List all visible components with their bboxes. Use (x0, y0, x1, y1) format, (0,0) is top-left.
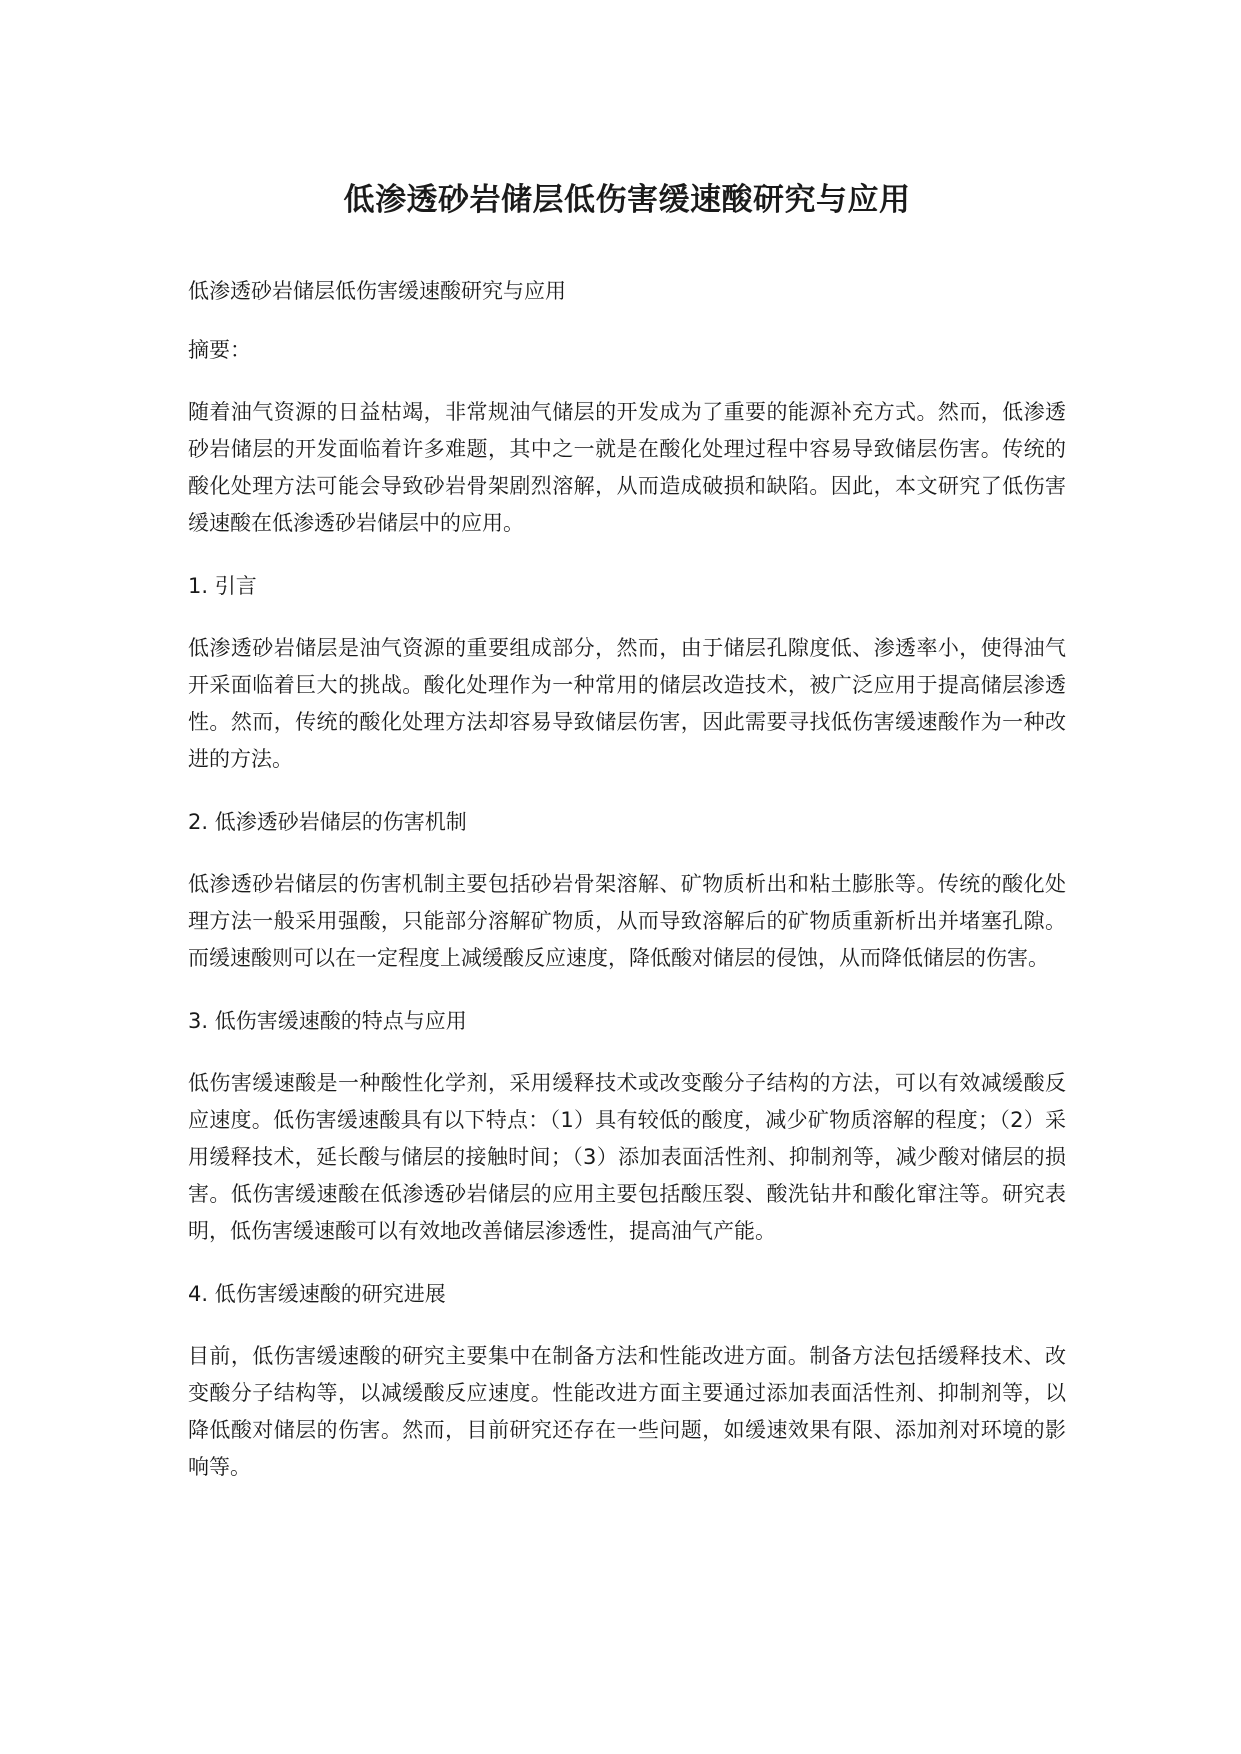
abstract-paragraph: 随着油气资源的日益枯竭，非常规油气储层的开发成为了重要的能源补充方式。然而，低渗透砂岩储层的开发面临着许多难题，其中之一就是在酸化处理过程中容易导致储层伤害。传统的酸化处理方法可能会导致砂岩骨架剧烈溶解，从而造成破损和缺陷。因此，本文研究了低伤害缓速酸在低渗透砂岩储层中的应用。 (188, 400, 1066, 535)
section-paragraph-features-application: 低伤害缓速酸是一种酸性化学剂，采用缓释技术或改变酸分子结构的方法，可以有效减缓酸反应速度。低伤害缓速酸具有以下特点：（1）具有较低的酸度，减少矿物质溶解的程度；（2）采用缓释技术，延长酸与储层的接触时间；（3）添加表面活性剂、抑制剂等，减少酸对储层的损害。低伤害缓速酸在低渗透砂岩储层的应用主要包括酸压裂、酸洗钻井和酸化窜注等。研究表明，低伤害缓速酸可以有效地改善储层渗透性，提高油气产能。 (188, 1071, 1066, 1243)
section-paragraph-damage-mechanism: 低渗透砂岩储层的伤害机制主要包括砂岩骨架溶解、矿物质析出和粘土膨胀等。传统的酸化处理方法一般采用强酸，只能部分溶解矿物质，从而导致溶解后的矿物质重新析出并堵塞孔隙。而缓速酸则可以在一定程度上减缓酸反应速度，降低酸对储层的侵蚀，从而降低储层的伤害。 (188, 872, 1066, 970)
document-subtitle: 低渗透砂岩储层低伤害缓速酸研究与应用 (188, 279, 566, 303)
section-paragraph-research-progress: 目前，低伤害缓速酸的研究主要集中在制备方法和性能改进方面。制备方法包括缓释技术、改变酸分子结构等，以减缓酸反应速度。性能改进方面主要通过添加表面活性剂、抑制剂等，以降低酸对储层的伤害。然而，目前研究还存在一些问题，如缓速效果有限、添加剂对环境的影响等。 (188, 1344, 1066, 1479)
section-heading-introduction: 1. 引言 (188, 574, 257, 598)
abstract-label: 摘要： (188, 338, 251, 362)
section-heading-features-application: 3. 低伤害缓速酸的特点与应用 (188, 1009, 467, 1033)
document-title: 低渗透砂岩储层低伤害缓速酸研究与应用 (343, 182, 911, 218)
section-paragraph-introduction: 低渗透砂岩储层是油气资源的重要组成部分，然而，由于储层孔隙度低、渗透率小，使得油气开采面临着巨大的挑战。酸化处理作为一种常用的储层改造技术，被广泛应用于提高储层渗透性。然而，传统的酸化处理方法却容易导致储层伤害，因此需要寻找低伤害缓速酸作为一种改进的方法。 (188, 636, 1066, 771)
section-heading-research-progress: 4. 低伤害缓速酸的研究进展 (188, 1282, 446, 1306)
section-heading-damage-mechanism: 2. 低渗透砂岩储层的伤害机制 (188, 810, 467, 834)
